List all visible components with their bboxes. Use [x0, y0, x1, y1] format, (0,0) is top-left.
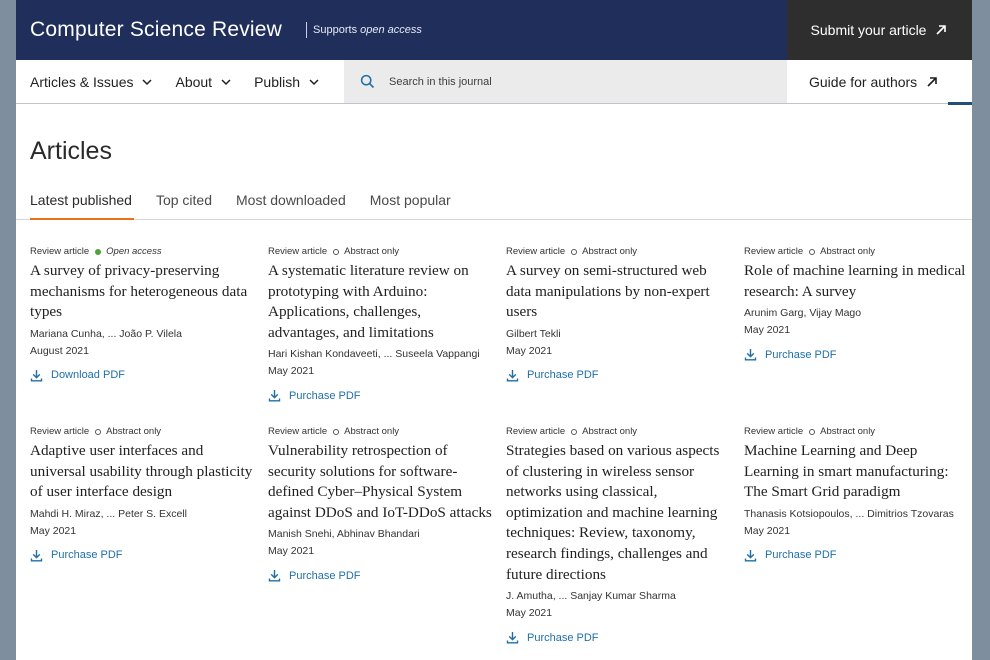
- section-title: Articles: [30, 137, 112, 165]
- action-label: Purchase PDF: [51, 549, 123, 562]
- article-date: August 2021: [30, 344, 89, 357]
- article-date: May 2021: [506, 344, 553, 357]
- article-meta: [30, 246, 258, 257]
- chevron-down-icon: [220, 76, 232, 88]
- article-card: [506, 426, 734, 644]
- purchase-pdf-link[interactable]: [268, 569, 496, 582]
- chevron-down-icon: [141, 76, 153, 88]
- article-type: Review article: [30, 426, 90, 437]
- article-type: Review article: [30, 246, 90, 257]
- article-card: [744, 426, 972, 562]
- nav-item-label: Publish: [254, 73, 300, 90]
- article-card: [268, 246, 496, 402]
- abstract-only-dot-icon: [571, 429, 577, 435]
- article-card: [268, 426, 496, 582]
- purchase-pdf-link[interactable]: [506, 369, 734, 382]
- nav-bar: [16, 60, 972, 104]
- article-date: May 2021: [30, 524, 77, 537]
- nav-menu: [16, 60, 344, 103]
- article-title-link[interactable]: Machine Learning and Deep Learning in smart manufacturing: The Smart Grid paradigm: [744, 442, 949, 501]
- abstract-only-dot-icon: [809, 249, 815, 255]
- journal-page: [16, 0, 972, 660]
- article-card: [506, 246, 734, 382]
- article-type: Review article: [506, 426, 566, 437]
- purchase-pdf-link[interactable]: [744, 348, 972, 361]
- access-status: Abstract only: [106, 426, 162, 437]
- article-card: [744, 246, 972, 361]
- article-type: Review article: [506, 246, 566, 257]
- search-icon[interactable]: [360, 74, 375, 89]
- purchase-pdf-link[interactable]: [30, 549, 258, 562]
- nav-articles-issues[interactable]: [30, 74, 153, 90]
- article-date: May 2021: [744, 524, 791, 537]
- article-type: Review article: [744, 426, 804, 437]
- article-authors: Hari Kishan Kondaveeti, ... Suseela Vappangi: [268, 348, 480, 361]
- tab-latest-published[interactable]: Latest published: [30, 188, 132, 219]
- arrow-up-right-icon: [934, 23, 948, 37]
- access-status: Abstract only: [344, 246, 400, 257]
- abstract-only-dot-icon: [809, 429, 815, 435]
- download-pdf-link[interactable]: [30, 369, 258, 382]
- article-meta: [506, 426, 734, 437]
- guide-for-authors-link[interactable]: [787, 60, 972, 103]
- purchase-pdf-link[interactable]: [268, 389, 496, 402]
- article-title-link[interactable]: A survey of privacy-preserving mechanisms for heterogeneous data types: [30, 262, 248, 321]
- nav-item-label: About: [175, 73, 213, 90]
- tab-most-downloaded[interactable]: Most downloaded: [236, 192, 346, 208]
- action-label: Purchase PDF: [527, 631, 599, 644]
- article-title-link[interactable]: Vulnerability retrospection of security solutions for software-defined Cyber–Physical System against DDoS and IoT-DDoS attacks: [268, 442, 492, 521]
- open-access-emphasis: open access: [360, 24, 422, 36]
- action-label: Purchase PDF: [289, 569, 361, 582]
- journal-brand: [16, 0, 787, 60]
- article-title-link[interactable]: A survey on semi-structured web data manipulations by non-expert users: [506, 262, 710, 321]
- article-title-link[interactable]: Role of machine learning in medical research: A survey: [744, 262, 966, 300]
- article-authors: Arunim Garg, Vijay Mago: [744, 307, 862, 320]
- arrow-up-right-icon: [925, 75, 939, 89]
- action-label: Download PDF: [51, 369, 125, 382]
- article-date: May 2021: [744, 324, 791, 337]
- nav-about[interactable]: [175, 74, 232, 90]
- article-meta: [268, 246, 496, 257]
- article-date: May 2021: [268, 365, 315, 378]
- action-label: Purchase PDF: [765, 549, 837, 562]
- access-status: Abstract only: [820, 426, 876, 437]
- download-icon: [506, 369, 519, 382]
- tab-most-popular[interactable]: Most popular: [369, 192, 451, 208]
- article-date: May 2021: [506, 607, 553, 620]
- open-access-dot-icon: [95, 249, 101, 255]
- abstract-only-dot-icon: [333, 429, 339, 435]
- guide-for-authors-label: Guide for authors: [809, 73, 918, 90]
- chevron-down-icon: [308, 76, 320, 88]
- abstract-only-dot-icon: [95, 429, 101, 435]
- submit-article-button[interactable]: [787, 0, 972, 60]
- article-meta: [744, 246, 972, 257]
- access-status: Abstract only: [820, 246, 876, 257]
- article-authors: Mahdi H. Miraz, ... Peter S. Excell: [30, 507, 187, 520]
- download-icon: [506, 631, 519, 644]
- article-meta: [30, 426, 258, 437]
- journal-title[interactable]: Computer Science Review: [30, 18, 283, 41]
- access-status: Abstract only: [582, 426, 638, 437]
- article-type: Review article: [268, 246, 328, 257]
- article-tabs: [16, 188, 972, 220]
- access-status: Abstract only: [344, 426, 400, 437]
- search-input[interactable]: [389, 76, 749, 88]
- open-access-prefix: Supports: [313, 24, 361, 36]
- article-meta: [268, 426, 496, 437]
- abstract-only-dot-icon: [333, 249, 339, 255]
- purchase-pdf-link[interactable]: [744, 549, 972, 562]
- download-icon: [30, 549, 43, 562]
- article-authors: Mariana Cunha, ... João P. Vilela: [30, 327, 182, 340]
- purchase-pdf-link[interactable]: [506, 631, 734, 644]
- download-icon: [744, 549, 757, 562]
- article-title-link[interactable]: Strategies based on various aspects of clustering in wireless sensor networks using classical, optimization and machine learning techniques: Review, taxonomy, research findings, challenges and future directions: [506, 442, 720, 583]
- download-icon: [744, 348, 757, 361]
- article-authors: J. Amutha, ... Sanjay Kumar Sharma: [506, 590, 676, 603]
- nav-accent-bar: [948, 102, 972, 105]
- article-authors: Gilbert Tekli: [506, 327, 561, 340]
- article-authors: Manish Snehi, Abhinav Bhandari: [268, 528, 420, 541]
- brand-divider: [306, 22, 307, 38]
- article-date: May 2021: [268, 545, 315, 558]
- download-icon: [268, 569, 281, 582]
- abstract-only-dot-icon: [571, 249, 577, 255]
- action-label: Purchase PDF: [527, 369, 599, 382]
- article-card: [30, 426, 258, 562]
- article-type: Review article: [744, 246, 804, 257]
- open-access-note[interactable]: [313, 24, 422, 36]
- download-icon: [30, 369, 43, 382]
- download-icon: [268, 389, 281, 402]
- article-authors: Thanasis Kotsiopoulos, ... Dimitrios Tzovaras: [744, 507, 954, 520]
- tab-top-cited[interactable]: Top cited: [155, 192, 213, 208]
- action-label: Purchase PDF: [765, 348, 837, 361]
- article-meta: [744, 426, 972, 437]
- access-status: Abstract only: [582, 246, 638, 257]
- nav-item-label: Articles & Issues: [30, 73, 134, 90]
- top-bar: [16, 0, 972, 60]
- article-card: [30, 246, 258, 382]
- article-meta: [506, 246, 734, 257]
- article-type: Review article: [268, 426, 328, 437]
- action-label: Purchase PDF: [289, 389, 361, 402]
- article-title-link[interactable]: Adaptive user interfaces and universal usability through plasticity of user interface design: [30, 442, 253, 501]
- article-title-link[interactable]: A systematic literature review on prototyping with Arduino: Applications, challenges, advantages, and limitations: [268, 262, 469, 341]
- access-status: Open access: [106, 246, 162, 257]
- nav-publish[interactable]: [254, 74, 320, 90]
- submit-article-label: Submit your article: [810, 22, 927, 38]
- journal-search: [344, 60, 787, 103]
